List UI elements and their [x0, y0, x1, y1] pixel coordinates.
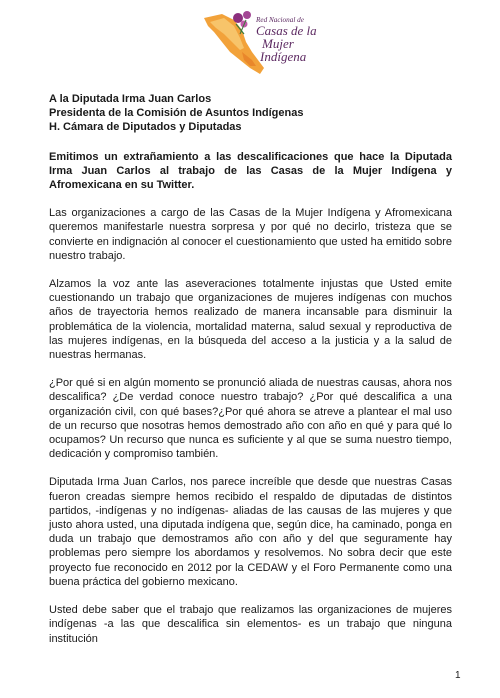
letter-subject: Emitimos un extrañamiento a las descalificaciones que hace la Diputada Irma Juan Carlos al trabajo de las Casas de la Mujer Indígena y Afromexicana en su Twitter.	[49, 150, 452, 192]
paragraph-2: Alzamos la voz ante las aseveraciones totalmente injustas que Usted emite cuestionando un trabajo que organizaciones de mujeres indígenas con muchos años de trayectoria hemos realizado de manera incansable para disminuir la problemática de la violencia, mortalidad materna, salud sexual y reproductiva de las mujeres indígenas, en la búsqueda del acceso a la justicia y a la salud de nuestras hermanas.	[49, 278, 452, 362]
logo-text-line-3: Mujer	[262, 36, 294, 51]
logo-text-line-2: Casas de la	[256, 23, 317, 38]
addressee-institution: H. Cámara de Diputados y Diputadas	[49, 121, 242, 134]
addressee-name: A la Diputada Irma Juan Carlos	[49, 93, 212, 105]
paragraph-4: Diputada Irma Juan Carlos, nos parece increíble que desde que nuestras Casas fueron creadas siempre hemos recibido el respaldo de diputadas de distintos partidos, -indígenas y no indígenas- aliadas de las causas de las mujeres y que justo ahora usted, una diputada indígena que, según dice, ha caminado, ponga en duda un trabajo que demostramos año con año y del que seguramente hay problemas pero siempre los abordamos y resolvemos. No sobra decir que este proyecto fue reconocido en 2012 por la CEDAW y el Foro Permanente como una buena práctica del gobierno mexicano.	[49, 476, 452, 588]
addressee-title: Presidenta de la Comisión de Asuntos Indígenas	[49, 107, 304, 120]
paragraph-3: ¿Por qué si en algún momento se pronunció aliada de nuestras causas, ahora nos descalifica? ¿De verdad conoce nuestro trabajo? ¿Por qué descalifica a una organización civil, con qué bases?¿Por qué ahora se atreve a plantear el mal uso de un recurso que nosotras hemos demostrado año con año en qué y para qué lo ocupamos? Un recurso que nunca es suficiente y al que se suma nuestro tiempo, dedicación y compromiso también.	[49, 377, 452, 461]
addressee-block	[49, 92, 452, 135]
logo-text-line-4: Indígena	[260, 49, 307, 64]
logo-text-line-1: Red Nacional de	[256, 16, 304, 24]
logo-text	[256, 16, 346, 63]
paragraph-1: Las organizaciones a cargo de las Casas de la Mujer Indígena y Afromexicana queremos manifestarle nuestra sorpresa y por qué no decirlo, tristeza que se convierte en indignación al conocer el cuestionamiento que usted ha emitido sobre nuestro trabajo.	[49, 207, 452, 262]
organization-logo	[200, 8, 332, 84]
page-number: 1	[455, 670, 461, 681]
letter-body	[49, 84, 452, 646]
paragraph-5: Usted debe saber que el trabajo que realizamos las organizaciones de mujeres indígenas -a las que descalifica sin elementos- es un trabajo que ninguna institución	[49, 604, 452, 645]
